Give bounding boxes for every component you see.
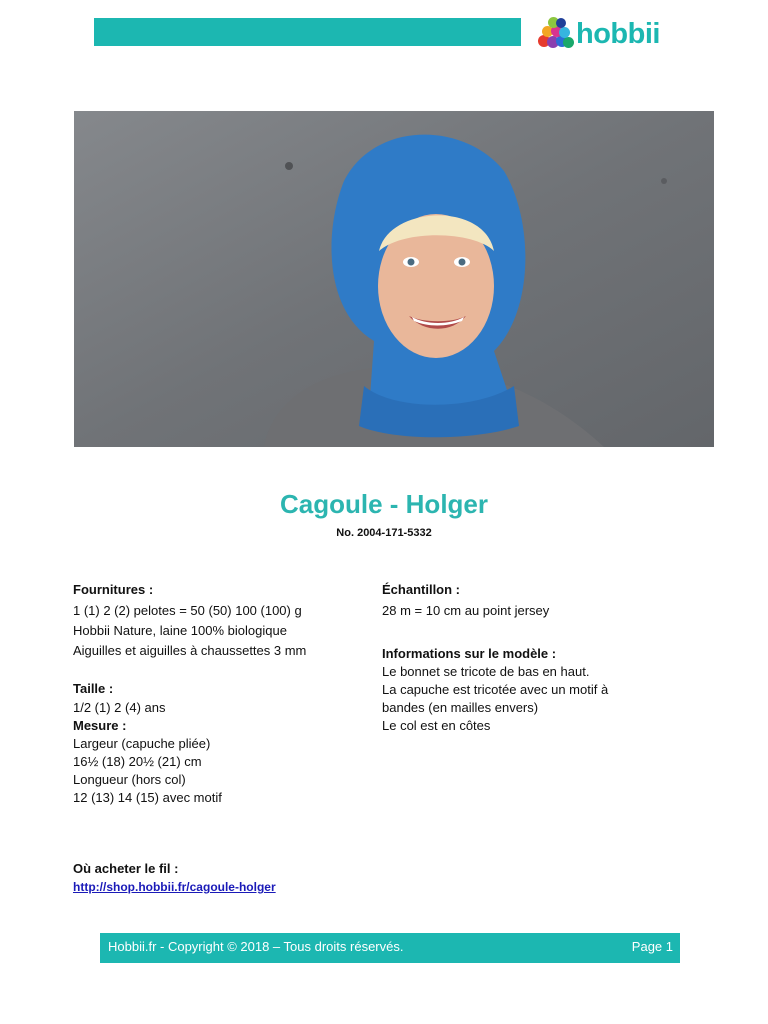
fournitures-line: Hobbii Nature, laine 100% biologique: [73, 623, 287, 638]
fournitures-heading: Fournitures :: [73, 582, 154, 597]
header-bar: [94, 18, 521, 46]
echantillon-value: 28 m = 10 cm au point jersey: [382, 603, 550, 618]
taille-heading: Taille :: [73, 681, 114, 696]
brand-name: hobbii: [576, 17, 660, 50]
product-photo: [74, 111, 714, 447]
mesure-line: 16½ (18) 20½ (21) cm: [73, 754, 202, 769]
pattern-number: No. 2004-171-5332: [336, 527, 432, 539]
mesure-line: 12 (13) 14 (15) avec motif: [73, 790, 222, 805]
footer-bar: [100, 933, 680, 963]
shop-section: [73, 860, 373, 896]
hobbii-logo: [538, 14, 660, 54]
taille-value: 1/2 (1) 2 (4) ans: [73, 700, 166, 715]
mesure-line: Largeur (capuche pliée): [73, 736, 211, 751]
info-line: bandes (en mailles envers): [382, 700, 539, 715]
left-column: [73, 581, 373, 807]
right-column: [382, 581, 702, 735]
info-line: Le bonnet se tricote de bas en haut.: [382, 664, 590, 679]
info-line: La capuche est tricotée avec un motif à: [382, 682, 609, 697]
info-line: Le col est en côtes: [382, 718, 491, 733]
acheter-heading: Où acheter le fil :: [73, 861, 179, 876]
mesure-line: Longueur (hors col): [73, 772, 186, 787]
pattern-title: Cagoule - Holger: [279, 489, 488, 519]
info-heading: Informations sur le modèle :: [382, 646, 557, 661]
page-number: Page 1: [631, 939, 673, 954]
fournitures-line: Aiguilles et aiguilles à chaussettes 3 mm: [73, 643, 307, 658]
echantillon-heading: Échantillon :: [382, 582, 460, 597]
shop-link[interactable]: http://shop.hobbii.fr/cagoule-holger: [73, 880, 276, 894]
mesure-heading: Mesure :: [73, 718, 127, 733]
copyright-text: Hobbii.fr - Copyright © 2018 – Tous droits réservés.: [108, 939, 404, 954]
yarn-balls-icon: [538, 17, 574, 51]
fournitures-line: 1 (1) 2 (2) pelotes = 50 (50) 100 (100) g: [73, 603, 302, 618]
